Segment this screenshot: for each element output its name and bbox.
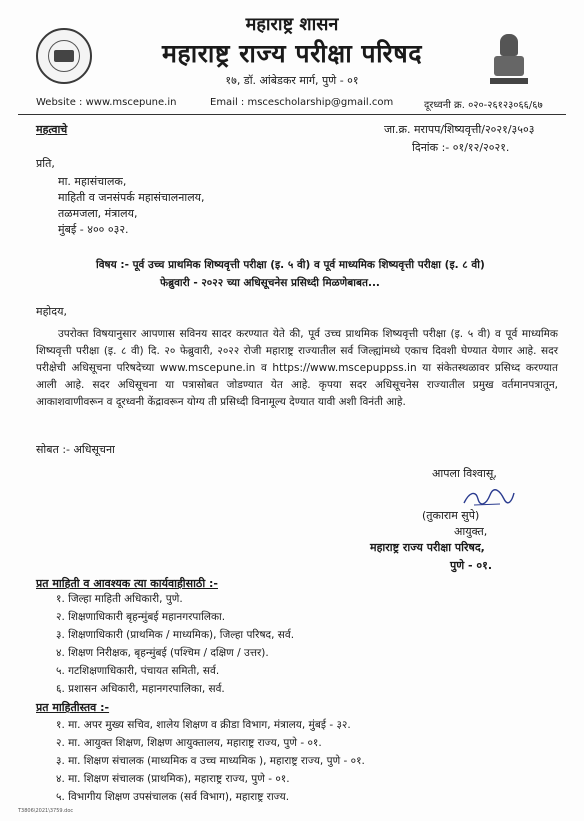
copy-action-heading: प्रत माहिती व आवश्यक त्या कार्यवाहीसाठी :- [36, 577, 218, 590]
copy-action-item: ३. शिक्षणाधिकारी (प्राथमिक / माध्यमिक), जिल्हा परिषद, सर्व. [56, 629, 295, 641]
copy-action-item: ६. प्रशासन अधिकारी, महानगरपालिका, सर्व. [56, 683, 225, 695]
phone-text: दूरध्वनी क्र. ०२०-२६१२३०६६/६७ [424, 100, 543, 111]
recipient-line: तळमजला, मंत्रालय, [58, 207, 138, 220]
copy-action-item: २. शिक्षणाधिकारी बृहन्मुंबई महानगरपालिका. [56, 611, 226, 623]
copy-action-item: ४. शिक्षण निरीक्षक, बृहन्मुंबई (पश्चिम / दक्षिण / उत्तर). [56, 647, 269, 659]
signatory-title: आयुक्त, [454, 525, 488, 538]
copy-info-item: २. मा. आयुक्त शिक्षण, शिक्षण आयुक्तालय, महाराष्ट्र राज्य, पुणे - ०१. [56, 737, 322, 749]
copy-info-item: ३. मा. शिक्षण संचालक (माध्यमिक व उच्च माध्यमिक ), महाराष्ट्र राज्य, पुणे - ०१. [56, 755, 365, 767]
council-address: १७, डॉ. आंबेडकर मार्ग, पुणे - ०१ [225, 74, 359, 87]
signatory-city: पुणे - ०१. [450, 559, 493, 572]
recipient-to: प्रति, [36, 157, 55, 170]
letter-date: दिनांक :- ०१/१२/२०२१. [412, 141, 510, 154]
handwritten-signature [460, 487, 516, 509]
recipient-line: मुंबई - ४०० ०३२. [58, 223, 129, 236]
header-divider [18, 114, 566, 115]
copy-info-item: ४. मा. शिक्षण संचालक (प्राथमिक), महाराष्ट्र राज्य, पुणे - ०१. [56, 773, 290, 785]
recipient-line: मा. महासंचालक, [58, 175, 127, 188]
document-file-code: T3806\2021\3759.doc [18, 808, 74, 814]
email-text: Email : mscescholarship@gmail.com [210, 97, 394, 108]
government-heading: महाराष्ट्र शासन [245, 14, 339, 35]
copy-action-item: १. जिल्हा माहिती अधिकारी, पुणे. [56, 593, 183, 605]
closing-yours: आपला विश्वासू, [432, 467, 497, 480]
website-text: Website : www.mscepune.in [36, 97, 177, 108]
body-paragraph: उपरोक्त विषयानुसार आपणास सविनय सादर करण्यात येते की, पूर्व उच्च प्राथमिक शिष्यवृत्ती परीक्षा (इ. ५ वी) व पूर्व माध्यमिक शिष्यवृत्ती परीक्षा (इ. ८ वी) दि. २० फेब्रुवारी, २०२२ रोजी महाराष्ट्र राज्यातील सर्व जिल्ह्यांमध्ये एकाच दिवशी घेण्यात येणार आहे. सदर परीक्षेची अधिसूचना परिषदेच्या www.mscepune.in व https://www.mscepuppss.in या संकेतस्थळावर प्रसिध्द करण्यात आली आहे. सदर अधिसूचना या पत्रासोबत जोडण्यात येत आहे. कृपया सदर अधिसूचनेस राज्यातील प्रमुख वर्तमानपत्रातून, आकाशवाणीवरून व दूरध्वनी केंद्रावरून योग्य ती प्रसिध्दी विनामूल्य देण्यात यावी अशी विनंती आहे. [36, 328, 558, 408]
subject-line-2: फेब्रुवारी - २०२२ च्या अधिसूचनेस प्रसिध्दी मिळणेबाबत... [160, 277, 380, 289]
council-heading: महाराष्ट्र राज्य परीक्षा परिषद [161, 39, 423, 68]
signatory-org: महाराष्ट्र राज्य परीक्षा परिषद, [370, 541, 485, 554]
reference-number: जा.क्र. मरापप/शिष्यवृत्ती/२०२१/३५०३ [384, 123, 535, 136]
signatory-name: (तुकाराम सुपे) [422, 509, 480, 522]
subject-line-1: विषय :- पूर्व उच्च प्राथमिक शिष्यवृत्ती परीक्षा (इ. ५ वी) व पूर्व माध्यमिक शिष्यवृत्ती परीक्षा (इ. ८ वी) [96, 259, 485, 271]
copy-info-heading: प्रत माहितीस्तव :- [36, 701, 110, 714]
enclosure-note: सोबत :- अधिसूचना [36, 443, 115, 456]
salutation: महोदय, [36, 305, 67, 318]
copy-info-item: ५. विभागीय शिक्षण उपसंचालक (सर्व विभाग), महाराष्ट्र राज्य. [56, 791, 290, 803]
copy-action-item: ५. गटशिक्षणाधिकारी, पंचायत समिती, सर्व. [56, 665, 220, 677]
important-label: महत्वाचे [36, 123, 68, 136]
copy-info-item: १. मा. अपर मुख्य सचिव, शालेय शिक्षण व क्रीडा विभाग, मंत्रालय, मुंबई - ३२. [56, 719, 351, 731]
recipient-line: माहिती व जनसंपर्क महासंचालनालय, [58, 191, 205, 204]
